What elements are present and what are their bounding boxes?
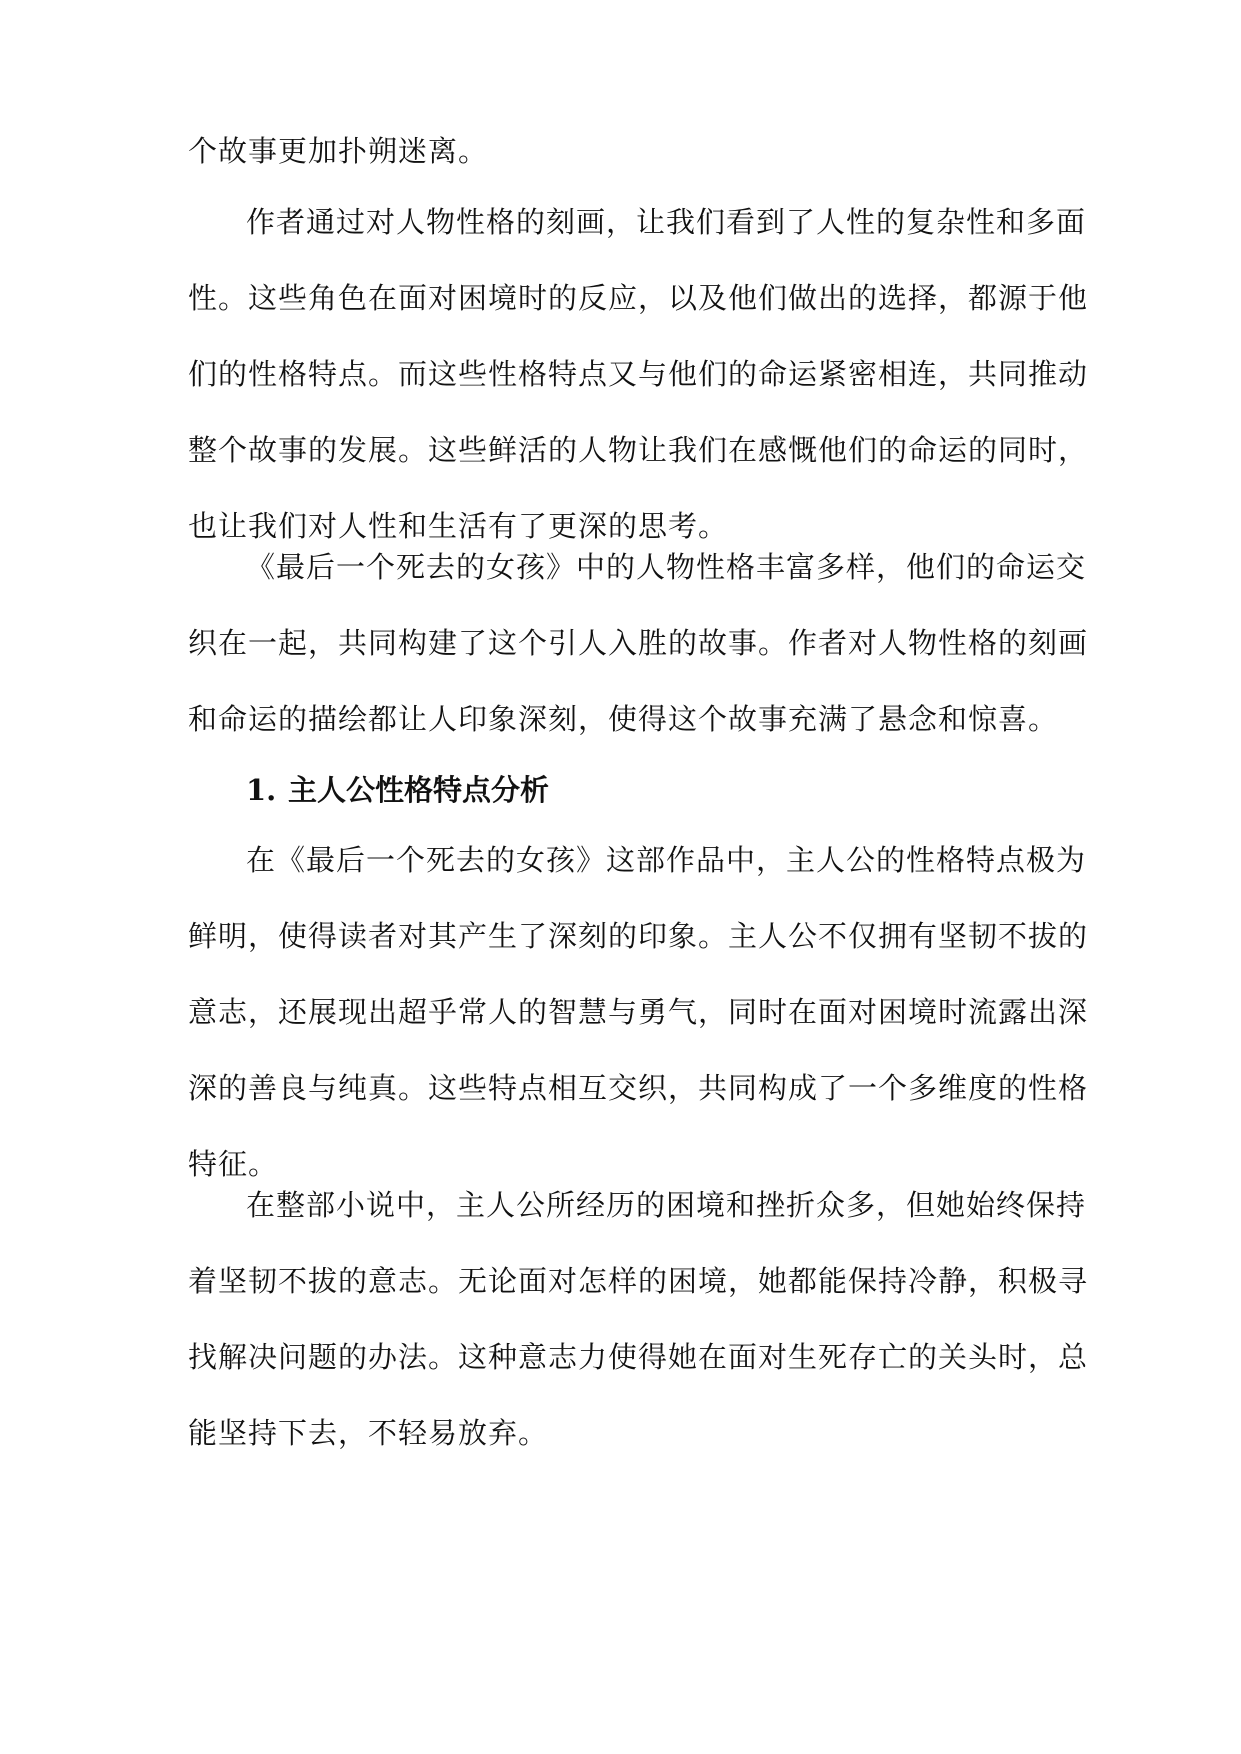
section-title: 主人公性格特点分析 xyxy=(288,773,550,807)
text-line: 能坚持下去，不轻易放弃。 xyxy=(188,1416,549,1450)
section-heading xyxy=(246,770,549,810)
text-line: 性。这些角色在面对困境时的反应，以及他们做出的选择，都源于他 xyxy=(188,281,1089,315)
text-line: 和命运的描绘都让人印象深刻，使得这个故事充满了悬念和惊喜。 xyxy=(188,702,1059,736)
text-line: 在整部小说中，主人公所经历的困境和挫折众多，但她始终保持 xyxy=(246,1188,1087,1222)
text-line: 意志，还展现出超乎常人的智慧与勇气，同时在面对困境时流露出深 xyxy=(188,995,1089,1029)
text-line: 深的善良与纯真。这些特点相互交织，共同构成了一个多维度的性格 xyxy=(188,1071,1089,1105)
text-line: 作者通过对人物性格的刻画，让我们看到了人性的复杂性和多面 xyxy=(246,205,1087,239)
paragraph-protagonist-traits xyxy=(188,822,1089,1202)
paragraph-character-portrayal xyxy=(188,184,1089,564)
text-line: 在《最后一个死去的女孩》这部作品中，主人公的性格特点极为 xyxy=(246,843,1087,877)
paragraph-continuation xyxy=(188,113,1053,189)
text-line: 个故事更加扑朔迷离。 xyxy=(188,134,489,168)
text-line: 特征。 xyxy=(188,1147,279,1181)
paragraph-rich-characters xyxy=(188,529,1089,757)
text-line: 找解决问题的办法。这种意志力使得她在面对生死存亡的关头时，总 xyxy=(188,1340,1089,1374)
text-line: 整个故事的发展。这些鲜活的人物让我们在感慨他们的命运的同时， xyxy=(188,433,1089,467)
text-line: 也让我们对人性和生活有了更深的思考。 xyxy=(188,509,729,543)
section-number: 1. xyxy=(246,773,277,807)
text-line: 们的性格特点。而这些性格特点又与他们的命运紧密相连，共同推动 xyxy=(188,357,1089,391)
text-line: 着坚韧不拔的意志。无论面对怎样的困境，她都能保持冷静，积极寻 xyxy=(188,1264,1089,1298)
text-line: 织在一起，共同构建了这个引人入胜的故事。作者对人物性格的刻画 xyxy=(188,626,1089,660)
paragraph-perseverance xyxy=(188,1167,1089,1471)
text-line: 《最后一个死去的女孩》中的人物性格丰富多样，他们的命运交 xyxy=(246,550,1087,584)
text-line: 鲜明，使得读者对其产生了深刻的印象。主人公不仅拥有坚韧不拔的 xyxy=(188,919,1089,953)
